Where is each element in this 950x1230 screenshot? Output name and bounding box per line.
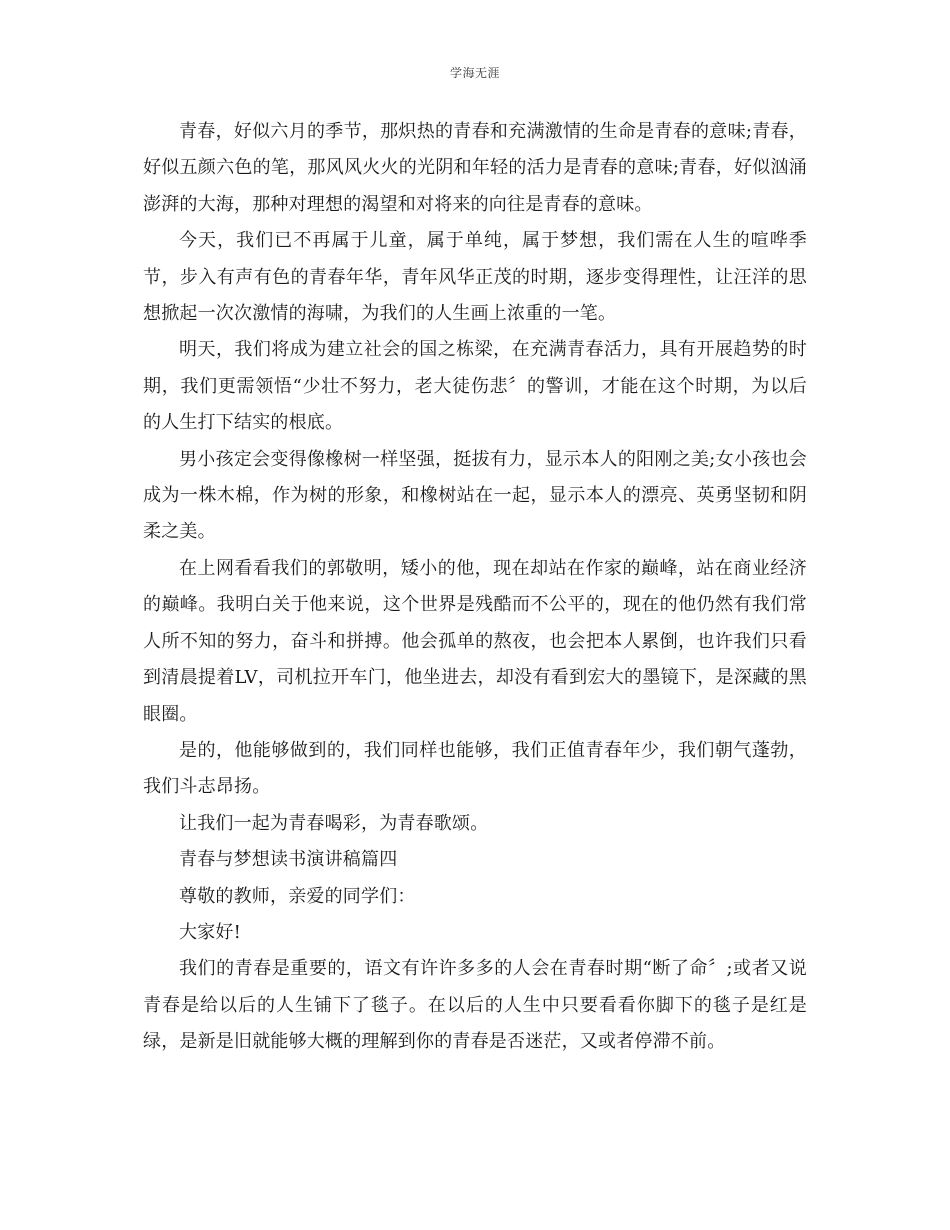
- greeting: 大家好!: [179, 921, 242, 943]
- paragraph-today: 今天，我们已不再属于儿童，属于单纯，属于梦想，我们需在人生的喧哗季节，步入有声有色的青春年华，青年风华正茂的时期，逐步变得理性，让汪洋的思想掀起一次次激情的海啸，为我们的人生画上浓重的一笔。: [143, 230, 807, 325]
- paragraph-guo-jingming: 在上网看看我们的郭敬明，矮小的他，现在却站在作家的巅峰，站在商业经济的巅峰。我明白关于他来说，这个世界是残酷而不公平的，现在的他仍然有我们常人所不知的努力，奋斗和拼搏。他会孤单的熬夜，也会把本人累倒，也许我们只看到清晨提着LV，司机拉开车门，他坐进去，却没有看到宏大的墨镜下，是深藏的黑眼圈。: [143, 557, 807, 725]
- paragraph-youth-metaphors: 青春，好似六月的季节，那炽热的青春和充满激情的生命是青春的意味;青春，好似五颜六色的笔，那风风火火的光阴和年轻的活力是青春的意味;青春，好似汹涌澎湃的大海，那种对理想的渴望和对将来的向往是青春的意味。: [143, 121, 807, 215]
- salutation: 尊敬的教师，亲爱的同学们：: [179, 885, 416, 907]
- page-header: 学海无涯: [449, 66, 500, 80]
- paragraph-boys-girls: 男小孩定会变得像橡树一样坚强，挺拔有力，显示本人的阳刚之美;女小孩也会成为一株木棉，作为树的形象，和橡树站在一起，显示本人的漂亮、英勇坚韧和阴柔之美。: [143, 448, 807, 543]
- paragraph-we-can-too: 是的，他能够做到的，我们同样也能够，我们正值青春年少，我们朝气蓬勃，我们斗志昂扬。: [143, 739, 807, 798]
- paragraph-youth-important: 我们的青春是重要的，语文有许许多多的人会在青春时期“断了命〞;或者又说青春是给以后的人生铺下了毯子。在以后的人生中只要看看你脚下的毯子是红是绿，是新是旧就能够大概的理解到你的青春是否迷茫，又或者停滞不前。: [143, 958, 807, 1053]
- paragraph-cheer-youth: 让我们一起为青春喝彩，为青春歌颂。: [179, 812, 489, 834]
- document-body: [143, 114, 807, 1061]
- section-heading: 青春与梦想读书演讲稿篇四: [179, 849, 398, 871]
- paragraph-tomorrow: 明天，我们将成为建立社会的国之栋梁，在充满青春活力，具有开展趋势的时期，我们更需领悟“少壮不努力，老大徒伤悲〞的警训，才能在这个时期，为以后的人生打下结实的根底。: [143, 339, 807, 434]
